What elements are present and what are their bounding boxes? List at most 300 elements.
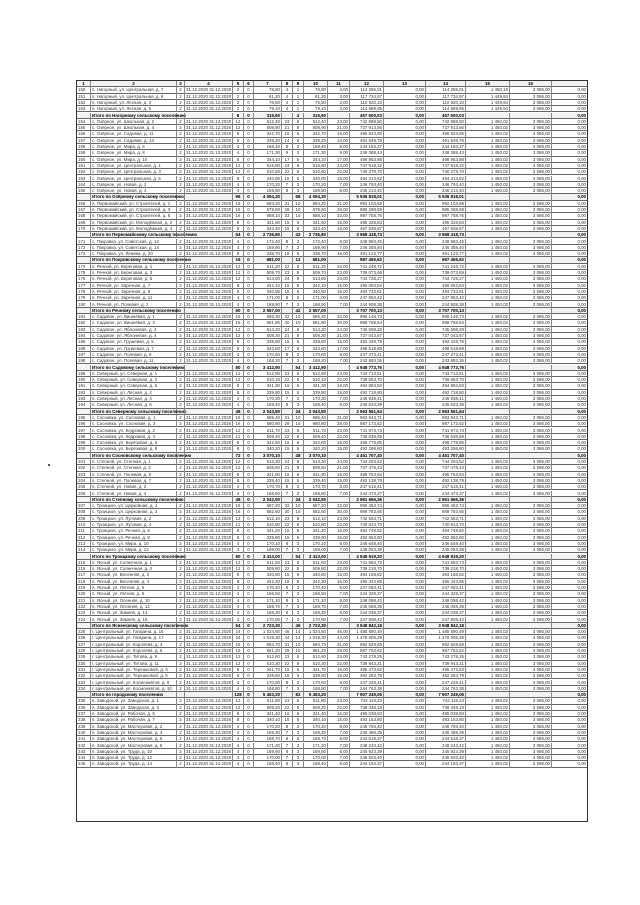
- table-cell: 200: [77, 446, 91, 452]
- table-cell: 31.12.2020 31.12.2020: [186, 641, 232, 647]
- table-cell: 498 953,88: [350, 157, 384, 163]
- table-cell: 5 453,20: [254, 692, 282, 698]
- table-cell: 8: [233, 383, 244, 389]
- table-cell: 16: [233, 648, 244, 654]
- table-cell: 513,30: [304, 459, 328, 465]
- table-cell: 170,00: [254, 755, 282, 761]
- table-cell: 1 478 005,39: [426, 635, 466, 641]
- table-cell: 0: [244, 251, 254, 257]
- table-cell: 0,00: [384, 239, 426, 245]
- table-cell: 193: [77, 396, 91, 402]
- table-cell: 10: [293, 648, 304, 654]
- table-cell: 165: [77, 188, 91, 194]
- table-cell: 242: [77, 743, 91, 749]
- table-cell: 8,00: [328, 188, 350, 194]
- table-cell: 246 793,40: [426, 182, 466, 188]
- table-cell: 0: [244, 610, 254, 616]
- table-cell: 231: [77, 667, 91, 673]
- table-cell: 7: [282, 686, 293, 692]
- table-cell: п. Заводской, ул. Труда, д. 10: [91, 749, 177, 755]
- table-cell: 1 450,02: [466, 264, 510, 270]
- table-cell: 1 450,02: [466, 239, 510, 245]
- table-cell: 31.12.2020 31.12.2020: [186, 761, 232, 767]
- table-cell: 246 793,40: [350, 182, 384, 188]
- table-cell: 2: [177, 560, 185, 566]
- table-cell: 494 313,82: [426, 176, 466, 182]
- table-cell: 2: [177, 503, 185, 509]
- table-cell: 114 255,01: [350, 87, 384, 93]
- table-cell: 3 086,00: [510, 459, 552, 465]
- table-cell: 2: [177, 106, 185, 112]
- table-cell: 509,40: [254, 434, 282, 440]
- table-cell: 315,60: [304, 113, 328, 119]
- table-cell: 0,00: [384, 100, 426, 106]
- table-cell: 176: [77, 276, 91, 282]
- table-cell: 244 618,37: [426, 736, 466, 742]
- table-cell: 2: [177, 421, 185, 427]
- table-cell: 64: [233, 232, 244, 238]
- table-cell: 167: [77, 207, 91, 213]
- table-cell: 340,10: [304, 717, 328, 723]
- table-cell: 3 086,00: [510, 87, 552, 93]
- table-cell: 457 600,03: [350, 113, 384, 119]
- table-cell: 995 148,73: [426, 314, 466, 320]
- table-cell: 168,80: [304, 686, 328, 692]
- table-cell: 7,00: [328, 245, 350, 251]
- table-cell: 493 153,80: [426, 717, 466, 723]
- table-cell: 15: [282, 446, 293, 452]
- table-cell: 744 728,27: [426, 276, 466, 282]
- table-cell: 8: [293, 566, 304, 572]
- table-cell: 685,40: [254, 415, 282, 421]
- table-cell: 739 218,70: [426, 566, 466, 572]
- table-cell: 2: [177, 157, 185, 163]
- table-cell: 0,00: [384, 604, 426, 610]
- table-cell: 10: [293, 213, 304, 219]
- table-cell: 0: [244, 680, 254, 686]
- table-cell: 16: [233, 642, 244, 648]
- table-cell: 31.12.2020 31.12.2020: [186, 175, 232, 181]
- table-cell: 0: [244, 598, 254, 604]
- table-cell: 495 038,83: [426, 711, 466, 717]
- table-cell: 0: [244, 617, 254, 623]
- table-cell: 153: [77, 106, 91, 112]
- table-cell: 2: [177, 724, 185, 730]
- table-cell: 168,40: [304, 761, 328, 767]
- table-cell: 8: [233, 226, 244, 232]
- table-cell: 3: [293, 749, 304, 755]
- table-cell: 511,50: [254, 560, 282, 566]
- table-cell: г. Центральный, ул. Титова, д. 9: [91, 654, 177, 660]
- table-cell: 172,40: [304, 239, 328, 245]
- table-cell: 10: [293, 415, 304, 421]
- table-cell: 0,00: [577, 219, 586, 225]
- table-cell: 247 808,42: [426, 617, 466, 623]
- table-cell: 205: [77, 484, 91, 490]
- table-cell: 510,60: [304, 169, 328, 175]
- table-cell: 2 961 666,36: [426, 497, 466, 503]
- table-cell: 169,80: [254, 188, 282, 194]
- table-cell: 1 450,02: [466, 705, 510, 711]
- table-cell: 1 450,02: [466, 144, 510, 150]
- table-cell: 3 086,00: [510, 465, 552, 471]
- table-cell: 3 086,00: [510, 106, 552, 112]
- table-cell: 48: [233, 409, 244, 415]
- table-cell: п. Нагорный, ул. Лесная, д. 3: [91, 100, 177, 106]
- table-cell: 31.12.2020 31.12.2020: [186, 534, 232, 540]
- table-cell: 46,00: [328, 629, 350, 635]
- header-cell: 6: [244, 81, 254, 87]
- table-cell: 180: [77, 302, 91, 308]
- table-cell: 157: [77, 138, 91, 144]
- table-cell: 246 068,39: [426, 604, 466, 610]
- table-cell: 202: [77, 465, 91, 471]
- table-cell: 1 450,02: [466, 245, 510, 251]
- table-cell: 194: [77, 402, 91, 408]
- table-cell: 170,40: [254, 585, 282, 591]
- table-cell: 171: [77, 239, 91, 245]
- table-cell: 688,10: [304, 213, 328, 219]
- table-cell: 0,00: [577, 553, 586, 559]
- table-cell: 3 086,00: [510, 598, 552, 604]
- table-cell: 0,00: [577, 383, 586, 389]
- table-cell: 6: [293, 390, 304, 396]
- table-cell: 15: [282, 339, 293, 345]
- table-cell: 496 053,84: [426, 283, 466, 289]
- table-cell: 0,00: [577, 188, 586, 194]
- table-cell: 0,00: [384, 598, 426, 604]
- table-cell: 219: [77, 585, 91, 591]
- table-cell: 0,00: [384, 295, 426, 301]
- table-cell: 31.12.2020 31.12.2020: [186, 414, 232, 420]
- table-cell: 2: [177, 635, 185, 641]
- table-cell: 496 778,85: [350, 440, 384, 446]
- table-cell: 31.12.2020 31.12.2020: [186, 156, 232, 162]
- table-cell: 246 648,40: [350, 541, 384, 547]
- table-cell: 3 086,00: [510, 245, 552, 251]
- table-cell: 744 293,52: [426, 459, 466, 465]
- table-cell: 110 920,10: [426, 100, 466, 106]
- table-cell: 1 450,02: [466, 320, 510, 326]
- table-cell: 0: [244, 358, 254, 364]
- table-cell: 0,00: [577, 534, 586, 540]
- table-cell: 31.12.2020 31.12.2020: [186, 377, 232, 383]
- table-cell: 509,80: [254, 566, 282, 572]
- table-cell: 0: [244, 434, 254, 440]
- table-cell: 3 707 700,13: [426, 308, 466, 314]
- table-cell: 48: [233, 497, 244, 503]
- table-cell: 2: [177, 339, 185, 345]
- table-cell: 992 828,69: [426, 642, 466, 648]
- table-cell: 227: [77, 642, 91, 648]
- table-cell: 0,00: [384, 94, 426, 100]
- table-cell: 24,00: [328, 459, 350, 465]
- table-cell: 2: [177, 207, 185, 213]
- table-cell: 44: [282, 635, 293, 641]
- table-cell: 245 488,39: [350, 730, 384, 736]
- table-cell: 1 449,94: [466, 106, 510, 112]
- table-cell: 170,70: [254, 484, 282, 490]
- table-cell: 245 633,39: [426, 402, 466, 408]
- table-cell: 741 683,73: [426, 560, 466, 566]
- table-cell: 0,00: [384, 761, 426, 767]
- header-cell: 13: [384, 81, 426, 87]
- table-cell: 0: [244, 409, 254, 415]
- table-cell: 0: [244, 585, 254, 591]
- table-cell: 3 086,00: [510, 579, 552, 585]
- table-cell: 510,60: [254, 169, 282, 175]
- table-cell: 4 948 919,20: [350, 554, 384, 560]
- table-cell: 744 293,52: [350, 459, 384, 465]
- table-cell: 42: [293, 232, 304, 238]
- table-cell: 512,40: [304, 119, 328, 125]
- table-cell: 212: [77, 535, 91, 541]
- table-cell: 246 358,40: [426, 245, 466, 251]
- table-cell: 16: [282, 472, 293, 478]
- table-cell: 31.12.2020 31.12.2020: [186, 427, 232, 433]
- table-cell: 12: [233, 434, 244, 440]
- table-cell: 2: [177, 320, 185, 326]
- table-cell: п. Ясный, ул. Весенняя, д. 4: [91, 579, 177, 585]
- table-cell: 0,00: [577, 503, 586, 509]
- table-cell: 1 450,02: [466, 396, 510, 402]
- table-cell: 492 863,80: [426, 535, 466, 541]
- table-cell: 344,10: [304, 157, 328, 163]
- table-cell: 3 968 418,73: [426, 232, 466, 238]
- table-cell: 498 518,88: [426, 346, 466, 352]
- table-cell: 21,00: [328, 333, 350, 339]
- table-cell: 0,00: [384, 169, 426, 175]
- table-cell: 8,00: [328, 295, 350, 301]
- table-cell: 681,00: [254, 257, 282, 263]
- table-cell: 0,00: [577, 421, 586, 427]
- table-cell: 2: [177, 648, 185, 654]
- table-cell: 0,00: [577, 389, 586, 395]
- table-cell: 512,90: [254, 371, 282, 377]
- table-cell: 3 086,00: [510, 390, 552, 396]
- table-cell: 7,00: [328, 755, 350, 761]
- table-cell: 12: [233, 371, 244, 377]
- table-cell: 4: [282, 100, 293, 106]
- table-cell: 168,60: [254, 491, 282, 497]
- table-cell: 216: [77, 566, 91, 572]
- table-cell: 742 118,23: [426, 698, 466, 704]
- table-cell: 3 086,00: [510, 421, 552, 427]
- table-cell: 4: [233, 239, 244, 245]
- table-cell: 3 086,00: [510, 673, 552, 679]
- table-cell: 2: [177, 138, 185, 144]
- table-cell: 31.12.2020 31.12.2020: [186, 484, 232, 490]
- table-cell: 31.12.2020 31.12.2020: [186, 169, 232, 175]
- table-cell: 31.12.2020 31.12.2020: [186, 603, 232, 609]
- table-cell: 0,00: [384, 560, 426, 566]
- table-cell: 8,00: [328, 239, 350, 245]
- table-cell: с. Троицкое, ул. Луговая, д. 2: [91, 516, 177, 522]
- table-cell: 340,10: [254, 717, 282, 723]
- table-cell: 0,00: [384, 327, 426, 333]
- table-cell: 31.12.2020 31.12.2020: [186, 219, 232, 225]
- table-cell: 31: [282, 415, 293, 421]
- table-cell: 1 450,02: [466, 176, 510, 182]
- table-cell: 3 086,00: [510, 188, 552, 194]
- table-cell: п. Степной, ул. Степная, д. 3: [91, 465, 177, 471]
- table-cell: 0,00: [577, 118, 586, 124]
- table-cell: 3 086,00: [510, 94, 552, 100]
- table-cell: 0,00: [384, 554, 426, 560]
- table-cell: 8: [293, 516, 304, 522]
- table-cell: 30: [282, 509, 293, 515]
- table-cell: 2 043,80: [304, 409, 328, 415]
- table-cell: п. Первомайский, ул. Строителей, д. 3: [91, 207, 177, 213]
- table-cell: 6: [293, 717, 304, 723]
- table-cell: 3 968 418,73: [350, 232, 384, 238]
- table-cell: 7: [282, 547, 293, 553]
- table-cell: 3 086,00: [510, 131, 552, 137]
- table-cell: 2: [177, 176, 185, 182]
- table-cell: 1 450,02: [466, 629, 510, 635]
- table-cell: 2: [177, 472, 185, 478]
- table-cell: 1 450,02: [466, 138, 510, 144]
- table-cell: 14: [293, 629, 304, 635]
- table-cell: 0,00: [577, 673, 586, 679]
- table-cell: 3 086,00: [510, 213, 552, 219]
- table-cell: 31.12.2020 31.12.2020: [186, 679, 232, 685]
- table-cell: 0,00: [384, 415, 426, 421]
- table-cell: с. Садовое, ул. Яблоневая, д. 4: [91, 333, 177, 339]
- table-cell: 3: [293, 686, 304, 692]
- table-cell: 0,00: [384, 743, 426, 749]
- table-cell: 0: [244, 547, 254, 553]
- table-cell: п. Заводской, ул. Труда, д. 12: [91, 755, 177, 761]
- table-cell: 31.12.2020 31.12.2020: [186, 515, 232, 521]
- table-cell: 3 086,00: [510, 100, 552, 106]
- table-cell: с. Садовое, ул. Грушевая, д. 5: [91, 339, 177, 345]
- table-cell: 2: [177, 295, 185, 301]
- table-cell: 168,40: [254, 144, 282, 150]
- table-cell: 244 038,37: [426, 610, 466, 616]
- table-cell: 195: [77, 415, 91, 421]
- table-cell: 24,00: [328, 276, 350, 282]
- table-cell: 31.12.2020 31.12.2020: [186, 729, 232, 735]
- table-cell: 31.12.2020 31.12.2020: [186, 528, 232, 534]
- table-cell: 0,00: [577, 87, 586, 93]
- table-cell: 7 907 249,06: [426, 692, 466, 698]
- table-cell: 5 936 818,01: [426, 194, 466, 200]
- table-cell: 988 768,64: [426, 320, 466, 326]
- table-cell: 2: [177, 220, 185, 226]
- table-cell: 1 449,94: [466, 100, 510, 106]
- table-cell: 189: [77, 371, 91, 377]
- table-cell: 0: [244, 346, 254, 352]
- table-cell: 0: [244, 232, 254, 238]
- table-cell: 514,20: [304, 327, 328, 333]
- table-cell: 2: [177, 150, 185, 156]
- table-cell: 8: [282, 188, 293, 194]
- table-cell: 0: [244, 226, 254, 232]
- table-cell: 0,00: [384, 522, 426, 528]
- table-cell: 744 728,27: [350, 276, 384, 282]
- table-cell: 2: [177, 484, 185, 490]
- table-cell: 0: [244, 371, 254, 377]
- table-cell: 168,90: [254, 302, 282, 308]
- table-cell: 681,00: [304, 257, 328, 263]
- table-cell: 8: [282, 610, 293, 616]
- header-cell: 12: [350, 81, 384, 87]
- table-cell: 737 913,56: [426, 125, 466, 131]
- table-cell: 8,00: [328, 598, 350, 604]
- table-cell: 246 358,40: [350, 245, 384, 251]
- table-cell: 342,60: [254, 440, 282, 446]
- table-cell: 22: [282, 434, 293, 440]
- table-cell: 0: [244, 749, 254, 755]
- table-cell: 2: [177, 270, 185, 276]
- table-cell: 742 553,71: [350, 516, 384, 522]
- table-cell: 3: [293, 182, 304, 188]
- table-cell: 246 213,40: [350, 188, 384, 194]
- table-cell: 0,00: [577, 515, 586, 521]
- table-cell: п. Первомайский, ул. Молодёжная, д. 2: [91, 220, 177, 226]
- table-cell: 0,00: [577, 723, 586, 729]
- table-cell: 7,00: [328, 491, 350, 497]
- table-cell: 747 918,32: [350, 163, 384, 169]
- table-cell: 342,60: [304, 440, 328, 446]
- table-cell: 3 086,00: [510, 755, 552, 761]
- table-cell: 997 758,76: [426, 213, 466, 219]
- table-cell: 23: [282, 119, 293, 125]
- table-cell: 2: [177, 566, 185, 572]
- table-cell: 495 328,83: [350, 220, 384, 226]
- table-cell: 3: [293, 541, 304, 547]
- table-cell: 0,00: [384, 509, 426, 515]
- table-cell: 7,00: [328, 182, 350, 188]
- table-cell: 151: [77, 94, 91, 100]
- table-cell: 164: [77, 182, 91, 188]
- table-cell: 12: [233, 327, 244, 333]
- table-cell: 0,00: [384, 629, 426, 635]
- table-cell: 31.12.2020 31.12.2020: [186, 610, 232, 616]
- table-cell: 76,50: [304, 100, 328, 106]
- table-cell: 0: [244, 270, 254, 276]
- table-cell: 16,00: [328, 667, 350, 673]
- table-cell: 0,00: [384, 213, 426, 219]
- table-cell: 22: [282, 566, 293, 572]
- table-cell: 31.12.2020 31.12.2020: [186, 213, 232, 219]
- table-cell: 0: [244, 541, 254, 547]
- table-cell: 0,00: [384, 377, 426, 383]
- table-cell: 1: [293, 94, 304, 100]
- table-cell: 233: [77, 680, 91, 686]
- table-cell: 3 086,00: [510, 509, 552, 515]
- table-cell: 2: [177, 598, 185, 604]
- table-cell: 4: [233, 743, 244, 749]
- table-cell: 3: [293, 617, 304, 623]
- table-cell: 1 485 690,49: [350, 629, 384, 635]
- table-cell: 7,00: [328, 302, 350, 308]
- table-cell: 0,00: [577, 559, 586, 565]
- table-cell: 0: [244, 113, 254, 119]
- table-cell: 0,00: [384, 276, 426, 282]
- table-cell: 3 086,00: [510, 667, 552, 673]
- table-cell: 6: [293, 383, 304, 389]
- table-cell: 0: [244, 686, 254, 692]
- table-cell: 23,00: [328, 698, 350, 704]
- table-cell: 992 828,69: [350, 642, 384, 648]
- table-cell: 1 450,02: [466, 446, 510, 452]
- table-cell: 3: [293, 585, 304, 591]
- table-cell: с. Озёрное, ул. Садовая, д. 13: [91, 138, 177, 144]
- table-cell: 31.12.2020 31.12.2020: [186, 383, 232, 389]
- table-cell: 1 450,02: [466, 295, 510, 301]
